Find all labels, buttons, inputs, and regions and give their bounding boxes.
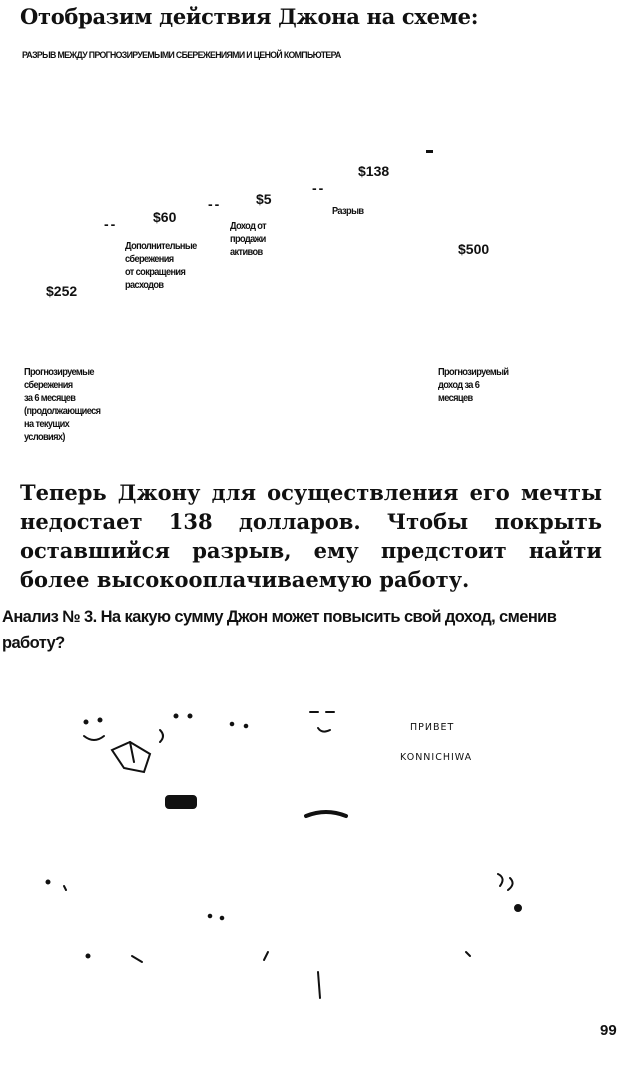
amount-projected-savings: $252 bbox=[46, 283, 78, 299]
label-projected-income: Прогнозируемый доход за 6 месяцев bbox=[438, 366, 509, 404]
label-extra-savings: Дополнительные сбережения от сокращения расходов bbox=[125, 240, 197, 291]
car-icon bbox=[166, 796, 196, 808]
label-projected-savings: Прогнозируемые сбережения за 6 месяцев (продолжающиеся на текущих условиях) bbox=[24, 366, 101, 443]
label-gap: Разрыв bbox=[332, 205, 364, 217]
face-doodle bbox=[498, 874, 513, 890]
amount-asset-sale: $5 bbox=[256, 191, 272, 207]
label-asset-sale: Доход от продажи активов bbox=[230, 220, 266, 258]
analysis-text: На какую сумму Джон может повысить свой доход, сменив работу? bbox=[2, 608, 557, 652]
doodle-area bbox=[0, 690, 620, 1020]
greeting-jp: KONNICHIWA bbox=[400, 752, 473, 763]
analysis-question bbox=[2, 604, 600, 656]
amount-extra-savings: $60 bbox=[153, 209, 177, 225]
connector-tick bbox=[426, 150, 433, 153]
chart-caption: РАЗРЫВ МЕЖДУ ПРОГНОЗИРУЕМЫМИ СБЕРЕЖЕНИЯМИ И ЦЕНОЙ КОМПЬЮТЕРА bbox=[22, 50, 341, 61]
greeting-ru: ПРИВЕТ bbox=[410, 722, 455, 733]
analysis-label: Анализ № 3. bbox=[2, 608, 97, 626]
page-heading: Отобразим действия Джона на схеме: bbox=[20, 4, 479, 29]
smile-doodle bbox=[84, 736, 104, 740]
connector-dash: -- bbox=[104, 216, 118, 232]
connector-dash: -- bbox=[208, 196, 222, 212]
amount-gap: $138 bbox=[358, 163, 390, 179]
connector-dash: -- bbox=[312, 180, 326, 196]
page-number: 99 bbox=[600, 1022, 617, 1039]
amount-projected-income: $500 bbox=[458, 241, 490, 257]
body-paragraph: Теперь Джону для осуществления его мечты недостает 138 долларов. Чтобы покрыть оставшийся разрыв, ему предстоит найти более высокооплачиваемую работу. bbox=[20, 480, 602, 592]
